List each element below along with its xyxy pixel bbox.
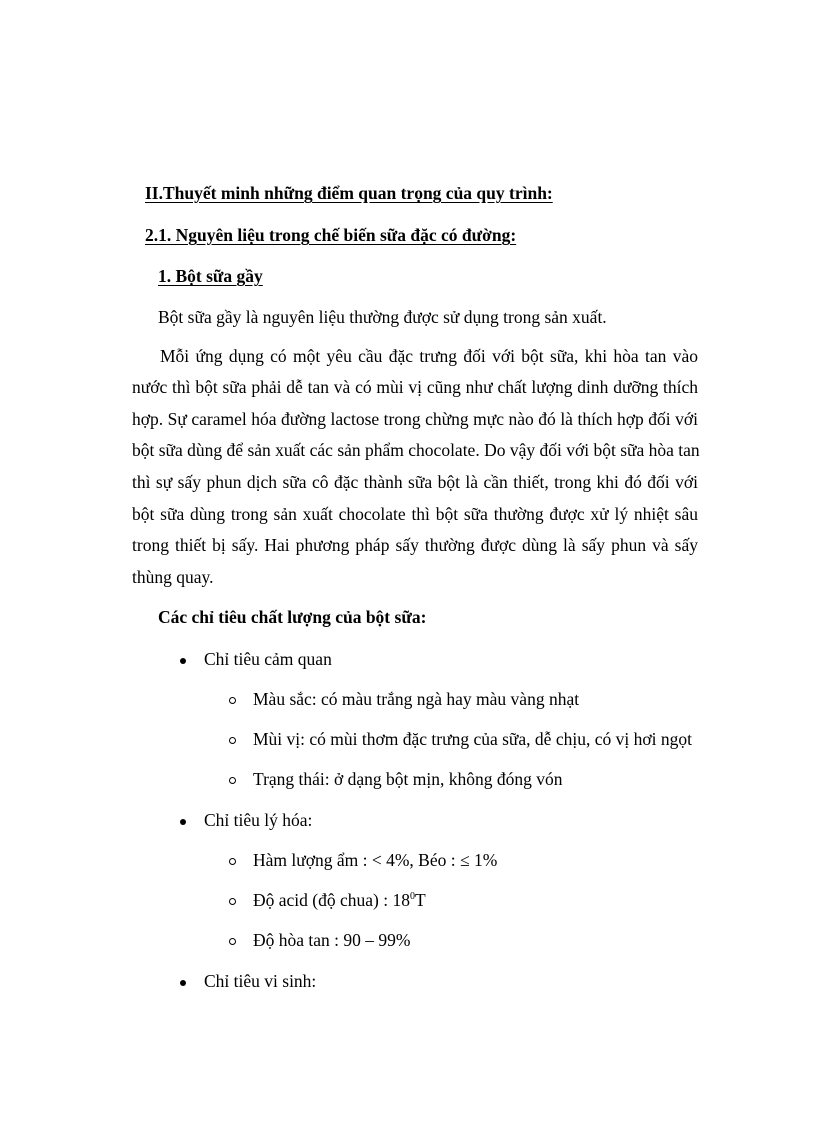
subsection-heading: 2.1. Nguyên liệu trong chế biến sữa đặc có đường: xyxy=(145,225,517,245)
circle-bullet-icon xyxy=(229,898,236,905)
criteria-item: Độ hòa tan : 90 – 99% xyxy=(253,930,411,950)
paragraph-line: thì sự sấy phun dịch sữa cô đặc thành sữa bột là cần thiết, trong khi đó đối với xyxy=(132,472,698,492)
bullet-icon xyxy=(180,658,186,664)
circle-bullet-icon xyxy=(229,777,236,784)
paragraph-line: trong thiết bị sấy. Hai phương pháp sấy thường được dùng là sấy phun và sấy xyxy=(132,535,698,555)
item-heading: 1. Bột sữa gầy xyxy=(158,266,263,286)
section-heading: II.Thuyết minh những điểm quan trọng của quy trình: xyxy=(145,183,553,203)
quality-heading: Các chỉ tiêu chất lượng của bột sữa: xyxy=(158,607,427,627)
paragraph-line: nước thì bột sữa phải dễ tan và có mùi vị cũng như chất lượng dinh dưỡng thích xyxy=(132,377,698,397)
paragraph-line: Mỗi ứng dụng có một yêu cầu đặc trưng đối với bột sữa, khi hòa tan vào xyxy=(160,346,698,366)
acid-unit: T xyxy=(414,890,426,910)
circle-bullet-icon xyxy=(229,858,236,865)
criteria-label: Chỉ tiêu cảm quan xyxy=(204,649,332,669)
intro-sentence: Bột sữa gầy là nguyên liệu thường được sử dụng trong sản xuất. xyxy=(158,307,607,327)
bullet-icon xyxy=(180,819,186,825)
circle-bullet-icon xyxy=(229,938,236,945)
acid-superscript: 0 xyxy=(409,891,415,902)
paragraph-line: bột sữa dùng trong sản xuất chocolate thì bột sữa thường được xử lý nhiệt sâu xyxy=(132,504,698,524)
criteria-label: Chỉ tiêu vi sinh: xyxy=(204,971,317,991)
paragraph-line: bột sữa dùng để sản xuất các sản phẩm chocolate. Do vậy đối với bột sữa hòa tan xyxy=(132,440,700,460)
criteria-item: Màu sắc: có màu trắng ngà hay màu vàng nhạt xyxy=(253,689,580,709)
criteria-item: Trạng thái: ở dạng bột mịn, không đóng vón xyxy=(253,769,563,789)
bullet-icon xyxy=(180,980,186,986)
criteria-item: Mùi vị: có mùi thơm đặc trưng của sữa, dễ chịu, có vị hơi ngọt xyxy=(253,729,692,749)
criteria-label: Chỉ tiêu lý hóa: xyxy=(204,810,313,830)
paragraph-line: hợp. Sự caramel hóa đường lactose trong chừng mực nào đó là thích hợp đối với xyxy=(132,409,698,429)
acid-label: Độ acid (độ chua) : 18 xyxy=(253,890,410,910)
circle-bullet-icon xyxy=(229,737,236,744)
criteria-item: Hàm lượng ẩm : < 4%, Béo : ≤ 1% xyxy=(253,850,498,870)
criteria-item xyxy=(253,890,426,911)
circle-bullet-icon xyxy=(229,697,236,704)
paragraph-line: thùng quay. xyxy=(132,567,214,587)
